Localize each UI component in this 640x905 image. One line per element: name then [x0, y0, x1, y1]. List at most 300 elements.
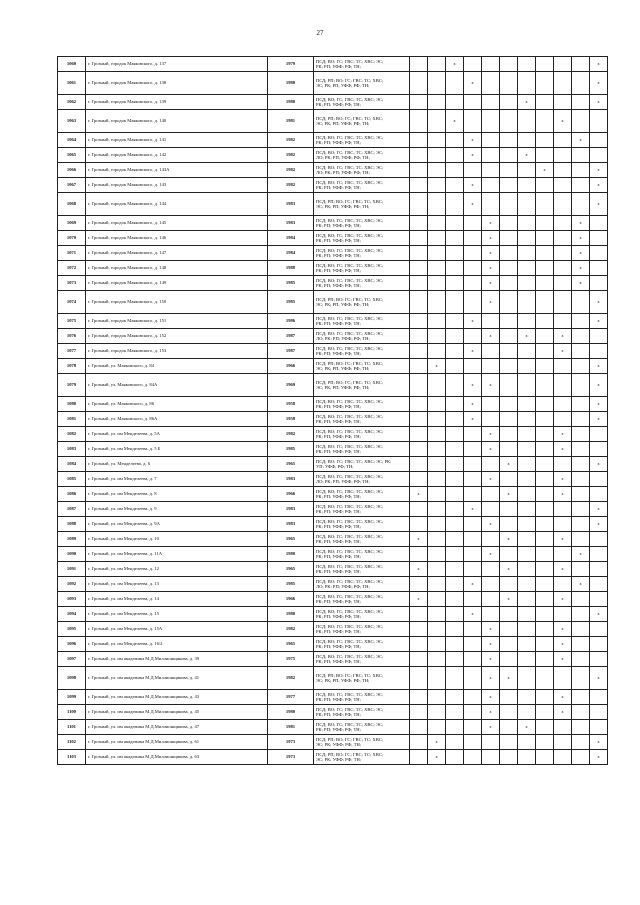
- row-mark-cell: [410, 374, 428, 397]
- row-mark-cell: x: [464, 178, 482, 193]
- row-mark-cell: [518, 607, 536, 622]
- row-mark-cell: x: [464, 397, 482, 412]
- row-mark-cell: [500, 637, 518, 652]
- row-mark-cell: [518, 637, 536, 652]
- row-mark-cell: [410, 502, 428, 517]
- row-mark-cell: [554, 374, 572, 397]
- row-mark-cell: [500, 148, 518, 163]
- table-row: [58, 110, 608, 133]
- row-mark-cell: x: [572, 261, 590, 276]
- table-row: [58, 562, 608, 577]
- row-mark-cell: [590, 622, 608, 637]
- row-mark-cell: [518, 133, 536, 148]
- table-row: [58, 517, 608, 532]
- row-mark-cell: [464, 705, 482, 720]
- row-year: 1982: [268, 148, 314, 163]
- row-year: 1984: [268, 246, 314, 261]
- table-row: [58, 193, 608, 216]
- row-mark-cell: x: [518, 148, 536, 163]
- row-year: 1980: [268, 95, 314, 110]
- row-mark-cell: [428, 427, 446, 442]
- row-mark-cell: [536, 577, 554, 592]
- row-address: г. Грозный, городок Маяковского, д. 146: [86, 231, 268, 246]
- row-mark-cell: [572, 472, 590, 487]
- row-mark-cell: [518, 110, 536, 133]
- row-mark-cell: [572, 652, 590, 667]
- row-mark-cell: [536, 705, 554, 720]
- row-year: 1985: [268, 577, 314, 592]
- row-mark-cell: [464, 276, 482, 291]
- row-year: 1983: [268, 502, 314, 517]
- row-works-codes: ПСД; ВО; ГС; ГВС; ТС; ХВС; ЭС; РК; РП; УФФ; РФ; ТН;: [314, 133, 410, 148]
- row-mark-cell: [536, 750, 554, 765]
- row-year: 1979: [268, 57, 314, 72]
- row-mark-cell: [410, 193, 428, 216]
- row-number: 1062: [58, 95, 86, 110]
- row-works-codes: ПСД; ВО; ГС; ГВС; ТС; ХВС; ЭС; ЛО; РК; РП; УФФ; РФ; ТН;: [314, 148, 410, 163]
- row-mark-cell: x: [482, 652, 500, 667]
- row-mark-cell: [464, 95, 482, 110]
- row-mark-cell: [482, 193, 500, 216]
- row-mark-cell: [410, 397, 428, 412]
- row-mark-cell: x: [482, 291, 500, 314]
- row-year: 1980: [268, 72, 314, 95]
- row-number: 1068: [58, 193, 86, 216]
- row-mark-cell: [536, 95, 554, 110]
- row-number: 1067: [58, 178, 86, 193]
- row-mark-cell: [410, 577, 428, 592]
- row-mark-cell: x: [590, 178, 608, 193]
- row-mark-cell: [410, 261, 428, 276]
- page-number: 27: [316, 29, 324, 37]
- row-mark-cell: [446, 314, 464, 329]
- row-mark-cell: [482, 148, 500, 163]
- row-mark-cell: [500, 397, 518, 412]
- row-mark-cell: x: [464, 72, 482, 95]
- row-mark-cell: x: [446, 57, 464, 72]
- row-mark-cell: x: [554, 592, 572, 607]
- row-mark-cell: [446, 246, 464, 261]
- table-row: [58, 314, 608, 329]
- row-mark-cell: [536, 690, 554, 705]
- row-mark-cell: [428, 344, 446, 359]
- row-mark-cell: x: [590, 57, 608, 72]
- row-mark-cell: [536, 216, 554, 231]
- row-mark-cell: x: [428, 750, 446, 765]
- row-works-codes: ПСД; ВО; ГС; ГВС; ТС; ХВС; ЭС; РК; РП; УФФ; РФ; ТН;: [314, 246, 410, 261]
- row-mark-cell: [500, 344, 518, 359]
- row-mark-cell: [572, 720, 590, 735]
- row-address: г. Грозный, городок Маяковского, д. 142: [86, 148, 268, 163]
- row-mark-cell: [410, 276, 428, 291]
- row-mark-cell: [554, 57, 572, 72]
- row-mark-cell: [446, 457, 464, 472]
- row-mark-cell: x: [590, 163, 608, 178]
- row-year: 1987: [268, 344, 314, 359]
- row-year: 1982: [268, 163, 314, 178]
- row-mark-cell: [500, 57, 518, 72]
- row-mark-cell: x: [590, 750, 608, 765]
- row-mark-cell: [410, 750, 428, 765]
- row-mark-cell: [410, 705, 428, 720]
- row-mark-cell: [518, 314, 536, 329]
- row-mark-cell: [536, 427, 554, 442]
- row-mark-cell: [482, 314, 500, 329]
- row-mark-cell: [500, 216, 518, 231]
- row-mark-cell: [554, 216, 572, 231]
- row-mark-cell: [554, 291, 572, 314]
- row-mark-cell: [572, 412, 590, 427]
- table-row: [58, 622, 608, 637]
- row-mark-cell: [464, 532, 482, 547]
- row-mark-cell: [482, 607, 500, 622]
- row-mark-cell: [446, 750, 464, 765]
- row-mark-cell: [590, 276, 608, 291]
- row-mark-cell: [518, 667, 536, 690]
- row-mark-cell: [464, 652, 482, 667]
- row-mark-cell: [572, 487, 590, 502]
- row-number: 1077: [58, 344, 86, 359]
- row-mark-cell: [446, 622, 464, 637]
- row-mark-cell: x: [482, 216, 500, 231]
- row-mark-cell: [428, 261, 446, 276]
- row-mark-cell: [554, 163, 572, 178]
- row-mark-cell: [410, 412, 428, 427]
- row-mark-cell: [500, 705, 518, 720]
- row-works-codes: ПСД; ВО; ГС; ГВС; ТС; ХВС; ЭС; РК; РП; УФФ; РФ; ТН;: [314, 637, 410, 652]
- row-mark-cell: x: [482, 329, 500, 344]
- row-mark-cell: [428, 397, 446, 412]
- row-mark-cell: [428, 246, 446, 261]
- row-mark-cell: x: [410, 532, 428, 547]
- row-mark-cell: [428, 592, 446, 607]
- table-row: [58, 95, 608, 110]
- row-mark-cell: [572, 705, 590, 720]
- table-row: [58, 592, 608, 607]
- row-works-codes: ПСД; ВО; ГС; ГВС; ТС; ХВС; ЭС; РК; РП; УФФ; РФ; ТН;: [314, 276, 410, 291]
- row-mark-cell: x: [554, 487, 572, 502]
- row-address: г. Грозный, городок Маяковского, д. 152: [86, 329, 268, 344]
- row-mark-cell: [590, 329, 608, 344]
- row-works-codes: ПСД; ВО; ГС; ГВС; ТС; ХВС; ЭС; ЛО; РК; РП; УФФ; РФ; ТН;: [314, 472, 410, 487]
- row-mark-cell: [446, 193, 464, 216]
- row-mark-cell: [536, 622, 554, 637]
- row-works-codes: ПСД; ВО; ГС; ГВС; ТС; ХВС; ЭС; ЛО; РК; РП; УФФ; РФ; ТН;: [314, 329, 410, 344]
- row-address: г. Грозный, городок Маяковского, д. 143А: [86, 163, 268, 178]
- row-mark-cell: [464, 359, 482, 374]
- table-row: [58, 246, 608, 261]
- row-mark-cell: [572, 607, 590, 622]
- row-year: 1987: [268, 329, 314, 344]
- row-mark-cell: [428, 148, 446, 163]
- row-address: г. Грозный, городок Маяковского, д. 150: [86, 291, 268, 314]
- row-mark-cell: [482, 359, 500, 374]
- row-mark-cell: [572, 427, 590, 442]
- row-number: 1098: [58, 667, 86, 690]
- row-mark-cell: [572, 517, 590, 532]
- table-row: [58, 667, 608, 690]
- row-mark-cell: [464, 261, 482, 276]
- row-mark-cell: x: [428, 359, 446, 374]
- row-mark-cell: [536, 502, 554, 517]
- row-mark-cell: [428, 487, 446, 502]
- row-mark-cell: [590, 592, 608, 607]
- row-mark-cell: [464, 690, 482, 705]
- row-mark-cell: [554, 314, 572, 329]
- row-mark-cell: [590, 246, 608, 261]
- row-address: г. Грозный, ул. им Менделеева, д. 8: [86, 487, 268, 502]
- row-mark-cell: [428, 502, 446, 517]
- row-year: 1983: [268, 472, 314, 487]
- row-mark-cell: x: [590, 667, 608, 690]
- row-mark-cell: [410, 246, 428, 261]
- row-mark-cell: [536, 178, 554, 193]
- row-mark-cell: [536, 592, 554, 607]
- row-mark-cell: [410, 735, 428, 750]
- row-mark-cell: [554, 607, 572, 622]
- row-mark-cell: [446, 72, 464, 95]
- row-mark-cell: [464, 457, 482, 472]
- row-mark-cell: x: [590, 193, 608, 216]
- row-year: 1985: [268, 442, 314, 457]
- row-mark-cell: [464, 216, 482, 231]
- row-address: г. Грозный, городок Маяковского, д. 145: [86, 216, 268, 231]
- row-mark-cell: [446, 148, 464, 163]
- row-mark-cell: [500, 442, 518, 457]
- row-mark-cell: [500, 427, 518, 442]
- table-row: [58, 720, 608, 735]
- row-works-codes: ПСД; ВО; ГС; ГВС; ТС; ХВС; ЭС; РК; РП; УФФ; РФ; ТН;: [314, 592, 410, 607]
- row-mark-cell: [536, 246, 554, 261]
- row-mark-cell: [518, 216, 536, 231]
- row-mark-cell: [410, 472, 428, 487]
- row-number: 1101: [58, 720, 86, 735]
- row-mark-cell: [518, 547, 536, 562]
- row-mark-cell: [446, 344, 464, 359]
- row-address: г. Грозный, городок Маяковского, д. 141: [86, 133, 268, 148]
- row-mark-cell: [410, 359, 428, 374]
- row-mark-cell: [410, 607, 428, 622]
- row-number: 1064: [58, 133, 86, 148]
- row-number: 1081: [58, 412, 86, 427]
- row-mark-cell: [536, 442, 554, 457]
- row-mark-cell: [428, 652, 446, 667]
- row-works-codes: ПСД; ВО; ГС; ГВС; ТС; ХВС; ЭС; РК; РП; УФФ; РФ; ТН;: [314, 261, 410, 276]
- row-mark-cell: [464, 57, 482, 72]
- row-mark-cell: x: [500, 487, 518, 502]
- row-mark-cell: [536, 291, 554, 314]
- row-mark-cell: [482, 397, 500, 412]
- row-mark-cell: [410, 517, 428, 532]
- row-mark-cell: [536, 231, 554, 246]
- row-mark-cell: [500, 261, 518, 276]
- row-mark-cell: x: [464, 148, 482, 163]
- row-mark-cell: [464, 637, 482, 652]
- row-mark-cell: [464, 472, 482, 487]
- row-works-codes: ПСД; ВО; ГС; ГВС; ТС; ХВС; ЭС; РК; РП; УФФ; РФ; ТН;: [314, 532, 410, 547]
- row-mark-cell: x: [500, 457, 518, 472]
- row-mark-cell: [554, 133, 572, 148]
- row-mark-cell: [410, 148, 428, 163]
- row-works-codes: ПСД; ВО; ГС; ГВС; ТС; ХВС; ЭС; РК; РП; УФФ; РФ; ТН;: [314, 705, 410, 720]
- row-mark-cell: x: [590, 72, 608, 95]
- row-mark-cell: [464, 622, 482, 637]
- row-works-codes: ПСД; РП; ВО; ГС; ГВС; ТС; ХВС; ЭС; РК; РП; УФФ; РФ; ТН;: [314, 667, 410, 690]
- table-row: [58, 442, 608, 457]
- row-works-codes: ПСД; ВО; ГС; ГВС; ТС; ХВС; ЭС; РК; РП; УФФ; РФ; ТН;: [314, 344, 410, 359]
- row-mark-cell: x: [590, 359, 608, 374]
- row-number: 1087: [58, 502, 86, 517]
- row-mark-cell: [464, 562, 482, 577]
- row-mark-cell: [518, 359, 536, 374]
- row-number: 1073: [58, 276, 86, 291]
- row-mark-cell: [536, 397, 554, 412]
- row-mark-cell: [428, 178, 446, 193]
- row-mark-cell: [500, 547, 518, 562]
- row-mark-cell: [428, 705, 446, 720]
- row-mark-cell: [464, 667, 482, 690]
- row-mark-cell: [500, 622, 518, 637]
- row-mark-cell: [446, 705, 464, 720]
- row-mark-cell: [590, 231, 608, 246]
- row-year: 1977: [268, 690, 314, 705]
- row-number: 1082: [58, 427, 86, 442]
- row-mark-cell: x: [482, 720, 500, 735]
- row-mark-cell: [446, 547, 464, 562]
- row-mark-cell: [428, 329, 446, 344]
- row-year: 1980: [268, 607, 314, 622]
- row-mark-cell: [446, 291, 464, 314]
- row-mark-cell: [428, 720, 446, 735]
- row-mark-cell: [572, 622, 590, 637]
- row-mark-cell: x: [590, 457, 608, 472]
- row-mark-cell: [554, 517, 572, 532]
- table-row: [58, 637, 608, 652]
- row-address: г. Грозный, ул. им Менделеева, д. 5 Б: [86, 442, 268, 457]
- row-mark-cell: [428, 442, 446, 457]
- row-mark-cell: [500, 329, 518, 344]
- row-address: г. Грозный, городок Маяковского, д. 149: [86, 276, 268, 291]
- row-mark-cell: [410, 457, 428, 472]
- row-works-codes: ПСД; ВО; ГС; ГВС; ТС; ХВС; ЭС; ЛО; РК; РП; УФФ; РФ; ТН;: [314, 163, 410, 178]
- row-mark-cell: [482, 95, 500, 110]
- row-works-codes: ПСД; ВО; ГС; ГВС; ТС; ХВС; ЭС; РК; РП; УФФ; РФ; ТН;: [314, 720, 410, 735]
- row-mark-cell: [428, 517, 446, 532]
- row-mark-cell: [554, 547, 572, 562]
- row-number: 1086: [58, 487, 86, 502]
- row-mark-cell: [590, 487, 608, 502]
- row-mark-cell: [464, 592, 482, 607]
- row-mark-cell: [410, 314, 428, 329]
- row-mark-cell: [428, 314, 446, 329]
- row-mark-cell: x: [518, 720, 536, 735]
- row-mark-cell: x: [482, 637, 500, 652]
- row-mark-cell: [572, 735, 590, 750]
- table-row: [58, 735, 608, 750]
- row-mark-cell: [572, 667, 590, 690]
- table-row: [58, 163, 608, 178]
- row-mark-cell: [428, 667, 446, 690]
- row-mark-cell: [428, 412, 446, 427]
- row-number: 1061: [58, 72, 86, 95]
- row-mark-cell: [572, 110, 590, 133]
- row-number: 1088: [58, 517, 86, 532]
- row-mark-cell: [536, 547, 554, 562]
- row-mark-cell: [428, 216, 446, 231]
- row-mark-cell: [536, 532, 554, 547]
- row-mark-cell: x: [554, 622, 572, 637]
- row-mark-cell: [572, 397, 590, 412]
- row-mark-cell: [482, 110, 500, 133]
- row-mark-cell: x: [482, 261, 500, 276]
- row-address: г. Грозный, ул. Менделеева, д. 6: [86, 457, 268, 472]
- row-mark-cell: [500, 314, 518, 329]
- row-works-codes: ПСД; ВО; ГС; ГВС; ТС; ХВС; ЭС; РК; РП; УФФ; РФ; ТН;: [314, 517, 410, 532]
- row-year: 1966: [268, 592, 314, 607]
- row-mark-cell: [410, 57, 428, 72]
- row-mark-cell: x: [590, 314, 608, 329]
- table-row: [58, 231, 608, 246]
- row-mark-cell: [518, 57, 536, 72]
- row-works-codes: ПСД; ВО; ГС; ГВС; ТС; ХВС; ЭС; РК; РП; УФФ; РФ; ТН;: [314, 607, 410, 622]
- row-mark-cell: [572, 457, 590, 472]
- row-mark-cell: x: [482, 231, 500, 246]
- row-mark-cell: [500, 750, 518, 765]
- row-mark-cell: [410, 637, 428, 652]
- row-year: 1973: [268, 735, 314, 750]
- row-number: 1065: [58, 148, 86, 163]
- row-mark-cell: [446, 532, 464, 547]
- row-mark-cell: [482, 487, 500, 502]
- row-mark-cell: [446, 95, 464, 110]
- row-mark-cell: [464, 750, 482, 765]
- row-mark-cell: [446, 577, 464, 592]
- row-year: 1965: [268, 457, 314, 472]
- row-year: 1984: [268, 231, 314, 246]
- row-mark-cell: [590, 148, 608, 163]
- row-year: 1965: [268, 532, 314, 547]
- row-address: г. Грозный, городок Маяковского, д. 143: [86, 178, 268, 193]
- row-mark-cell: [518, 652, 536, 667]
- row-mark-cell: [464, 517, 482, 532]
- row-year: 1975: [268, 652, 314, 667]
- row-works-codes: ПСД; РП; ВО; ГС; ГВС; ТС; ХВС; ЭС; РК; РП; УФФ; РФ; ТН;: [314, 374, 410, 397]
- row-year: 1980: [268, 547, 314, 562]
- row-number: 1071: [58, 246, 86, 261]
- row-works-codes: ПСД; ВО; ГС; ГВС; ТС; ХВС; ЭС; РК; РП; УФФ; РФ; ТН;: [314, 397, 410, 412]
- row-year: 1981: [268, 720, 314, 735]
- row-works-codes: ПСД; ВО; ГС; ГВС; ТС; ХВС; ЭС; РК; РП; УФФ; РФ; ТН;: [314, 412, 410, 427]
- row-mark-cell: [572, 637, 590, 652]
- row-address: г. Грозный, ул. Маяковского, д. 84А: [86, 374, 268, 397]
- row-address: г. Грозный, ул. им академика М.Д.Миллионщикова, д. 41: [86, 667, 268, 690]
- row-mark-cell: [482, 592, 500, 607]
- row-year: 1958: [268, 397, 314, 412]
- row-mark-cell: x: [482, 517, 500, 532]
- row-mark-cell: [464, 442, 482, 457]
- row-mark-cell: x: [482, 667, 500, 690]
- row-mark-cell: [518, 502, 536, 517]
- row-mark-cell: [428, 72, 446, 95]
- row-mark-cell: [536, 607, 554, 622]
- row-number: 1095: [58, 622, 86, 637]
- row-year: 1966: [268, 359, 314, 374]
- row-mark-cell: [518, 276, 536, 291]
- row-mark-cell: [518, 163, 536, 178]
- row-mark-cell: [410, 442, 428, 457]
- table-row: [58, 133, 608, 148]
- row-mark-cell: [464, 110, 482, 133]
